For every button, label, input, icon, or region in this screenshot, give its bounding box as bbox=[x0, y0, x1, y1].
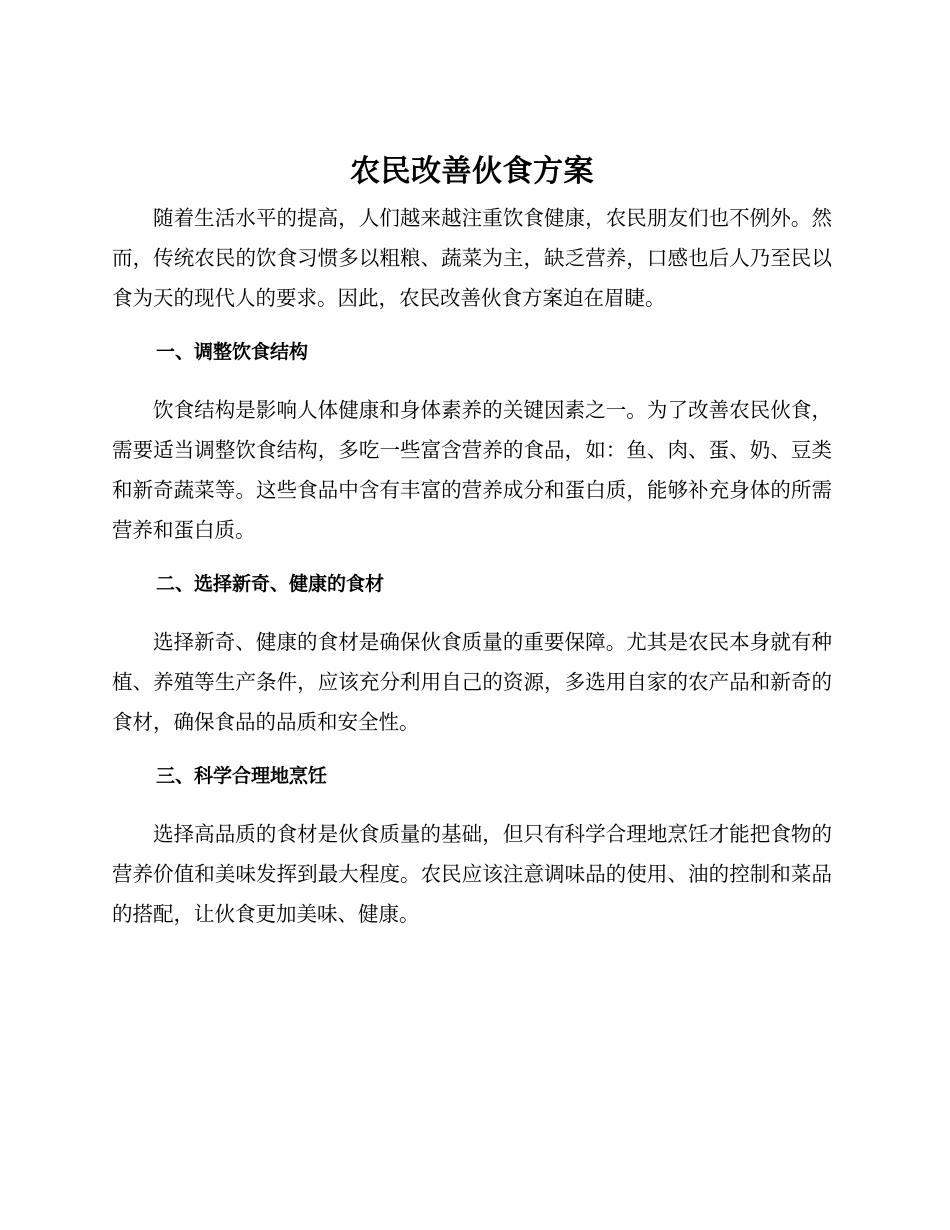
section-body-1: 饮食结构是影响人体健康和身体素养的关键因素之一。为了改善农民伙食，需要适当调整饮食结构，多吃一些富含营养的食品，如：鱼、肉、蛋、奶、豆类和新奇蔬菜等。这些食品中含有丰富的营养成分和蛋白质，能够补充身体的所需营养和蛋白质。 bbox=[112, 398, 832, 542]
section-heading-1: 一、调整饮食结构 bbox=[156, 341, 309, 363]
section-heading-3: 三、科学合理地烹饪 bbox=[156, 765, 328, 787]
section-body-3: 选择高品质的食材是伙食质量的基础，但只有科学合理地烹饪才能把食物的营养价值和美味发挥到最大程度。农民应该注意调味品的使用、油的控制和菜品的搭配，让伙食更加美味、健康。 bbox=[112, 822, 832, 926]
page-title: 农民改善伙食方案 bbox=[350, 154, 594, 189]
intro-paragraph: 随着生活水平的提高，人们越来越注重饮食健康，农民朋友们也不例外。然而，传统农民的饮食习惯多以粗粮、蔬菜为主，缺乏营养，口感也后人乃至民以食为天的现代人的要求。因此，农民改善伙食方案迫在眉睫。 bbox=[112, 206, 832, 310]
document-content bbox=[112, 150, 832, 934]
section-heading-2: 二、选择新奇、健康的食材 bbox=[156, 573, 385, 595]
section-body-2: 选择新奇、健康的食材是确保伙食质量的重要保障。尤其是农民本身就有种植、养殖等生产条件，应该充分利用自己的资源，多选用自家的农产品和新奇的食材，确保食品的品质和安全性。 bbox=[112, 630, 832, 734]
